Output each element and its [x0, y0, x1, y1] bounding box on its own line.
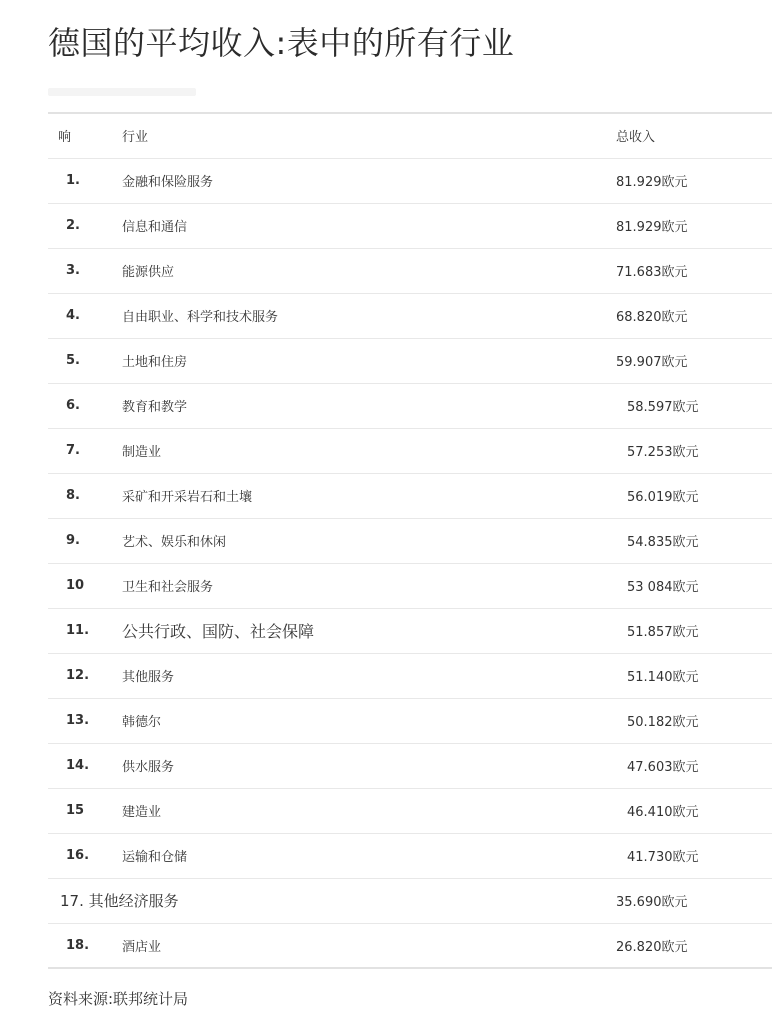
rank-cell: 16. — [66, 848, 90, 863]
rank-cell: 2. — [66, 218, 80, 233]
rank-cell: 9. — [66, 533, 80, 548]
industry-cell: 自由职业、科学和技术服务 — [122, 310, 279, 325]
industry-cell: 能源供应 — [122, 265, 175, 280]
table-row — [48, 563, 772, 608]
industry-cell: 建造业 — [122, 805, 162, 820]
industry-cell: 卫生和社会服务 — [122, 580, 214, 595]
table-row — [48, 473, 772, 518]
income-cell: 54.835欧元 — [627, 535, 699, 550]
income-cell: 53 084欧元 — [627, 580, 699, 595]
rank-cell: 12. — [66, 668, 90, 683]
table-row — [48, 158, 772, 203]
income-cell: 58.597欧元 — [627, 400, 699, 415]
industry-cell: 采矿和开采岩石和土壤 — [122, 490, 253, 505]
table-row — [48, 248, 772, 293]
rank-cell: 3. — [66, 263, 80, 278]
table-row — [48, 518, 772, 563]
income-cell: 35.690欧元 — [616, 895, 688, 910]
rank-cell: 4. — [66, 308, 80, 323]
table-row — [48, 788, 772, 833]
industry-cell: 供水服务 — [122, 760, 175, 775]
income-cell: 51.857欧元 — [627, 625, 699, 640]
table-row — [48, 923, 772, 968]
table-row — [48, 203, 772, 248]
income-cell: 59.907欧元 — [616, 355, 688, 370]
rank-cell: 10 — [66, 578, 85, 593]
industry-cell: 酒店业 — [122, 939, 162, 955]
income-cell: 81.929欧元 — [616, 220, 688, 235]
income-cell: 41.730欧元 — [627, 850, 699, 865]
income-cell: 51.140欧元 — [627, 670, 699, 685]
table-row — [48, 293, 772, 338]
industry-cell: 其他服务 — [122, 670, 175, 685]
income-table — [48, 112, 772, 969]
header-rank: 响 — [58, 130, 72, 146]
table-row — [48, 698, 772, 743]
table-row — [48, 608, 772, 653]
header-industry: 行业 — [122, 130, 149, 146]
faint-placeholder-bar — [48, 88, 196, 96]
rank-industry-cell: 17. 其他经济服务 — [60, 892, 179, 910]
income-cell: 81.929欧元 — [616, 175, 688, 190]
table-row — [48, 833, 772, 878]
industry-cell: 公共行政、国防、社会保障 — [122, 622, 315, 641]
table-row — [48, 878, 772, 923]
rank-cell: 1. — [66, 173, 80, 188]
table-row — [48, 743, 772, 788]
income-cell: 50.182欧元 — [627, 715, 699, 730]
industry-cell: 金融和保险服务 — [122, 175, 214, 190]
rank-cell: 6. — [66, 398, 80, 413]
income-cell: 47.603欧元 — [627, 760, 699, 775]
industry-cell: 韩德尔 — [122, 715, 162, 730]
income-cell: 46.410欧元 — [627, 805, 699, 820]
rank-cell: 14. — [66, 758, 90, 773]
industry-cell: 教育和教学 — [122, 400, 188, 415]
page-title: 德国的平均收入:表中的所有行业 — [48, 24, 515, 62]
rank-cell: 7. — [66, 443, 80, 458]
table-header-row — [48, 113, 772, 158]
industry-cell: 制造业 — [122, 445, 162, 460]
rank-cell: 5. — [66, 353, 80, 368]
income-cell: 26.820欧元 — [616, 939, 688, 955]
rank-cell: 8. — [66, 488, 80, 503]
table-row — [48, 338, 772, 383]
industry-cell: 艺术、娱乐和休闲 — [122, 535, 227, 550]
industry-cell: 土地和住房 — [122, 355, 188, 370]
income-cell: 57.253欧元 — [627, 445, 699, 460]
rank-cell: 15 — [66, 803, 85, 818]
industry-cell: 信息和通信 — [122, 220, 188, 235]
industry-cell: 运输和仓储 — [122, 850, 188, 865]
rank-cell: 11. — [66, 623, 90, 638]
income-cell: 68.820欧元 — [616, 310, 688, 325]
rank-cell: 13. — [66, 713, 90, 728]
source-note: 资料来源:联邦统计局 — [48, 990, 189, 1008]
rank-cell: 18. — [66, 937, 90, 953]
header-income: 总收入 — [616, 130, 656, 146]
income-cell: 71.683欧元 — [616, 265, 688, 280]
table-row — [48, 383, 772, 428]
income-cell: 56.019欧元 — [627, 490, 699, 505]
table-row — [48, 428, 772, 473]
table-row — [48, 653, 772, 698]
